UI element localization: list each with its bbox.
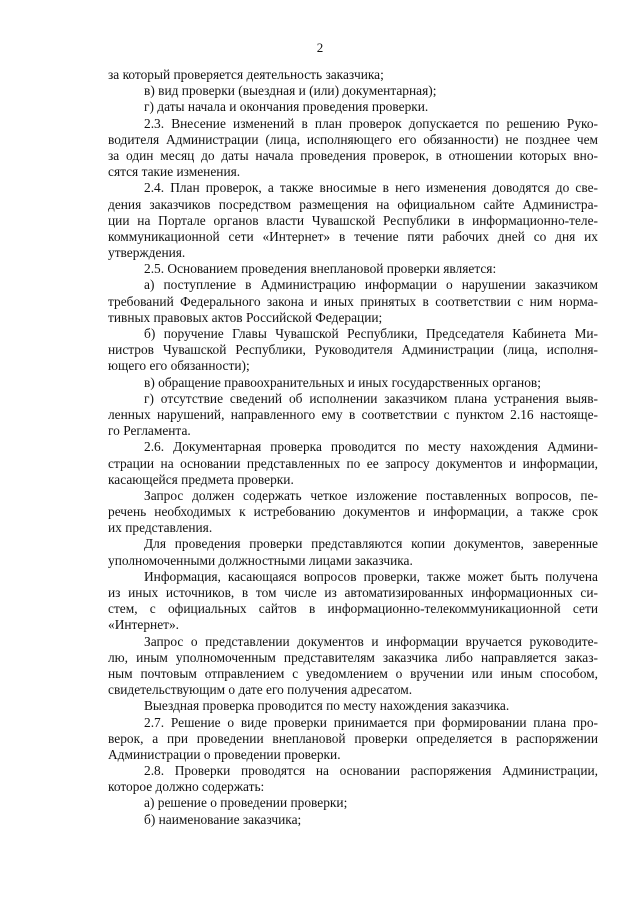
text-line: Информация, касающаяся вопросов проверки, также может быть получена	[144, 568, 598, 584]
text-line: ным почтовым отправлением с уведомлением о вручении или иным способом,	[108, 665, 598, 681]
text-line: Запрос о представлении документов и информации вручается руководите-	[144, 633, 598, 649]
text-line: го Регламента.	[108, 423, 191, 439]
document-body	[108, 67, 598, 828]
text-line: требований Федерального закона и иных принятых в соответствии с ним норма-	[108, 293, 598, 309]
text-line: г) даты начала и окончания проведения проверки.	[144, 99, 429, 115]
text-line: речень необходимых к истребованию документов и информации, а также срок	[108, 504, 598, 520]
text-line: верок, а при проведении внеплановой проверки определяется в распоряжении	[108, 730, 598, 746]
text-line: за который проверяется деятельность заказчика;	[108, 67, 384, 82]
text-line: г) отсутствие сведений об исполнении заказчиком плана устранения выяв-	[144, 390, 598, 406]
text-line: страции на основании представленных по ее запросу документов и информации,	[108, 455, 598, 471]
text-line: которое должно содержать:	[108, 779, 265, 795]
text-line: коммуникационной сети «Интернет» в течение пяти рабочих дней со дня их	[108, 228, 598, 244]
text-line: водителя Администрации (лица, исполняющего его обязанности) не позднее чем	[108, 131, 598, 147]
text-line: стем, с официальных сайтов в информационно-телекоммуникационной сети	[108, 601, 598, 617]
text-line: нистров Чувашской Республики, Руководителя Администрации (лица, исполня-	[108, 342, 598, 358]
text-line: 2.5. Основанием проведения внеплановой проверки является:	[144, 261, 497, 277]
text-line: в) обращение правоохранительных и иных государственных органов;	[144, 374, 541, 390]
text-line: уполномоченными должностными лицами заказчика.	[108, 552, 413, 568]
text-line: Выездная проверка проводится по месту нахождения заказчика.	[144, 698, 510, 714]
text-line: ции на Портале органов власти Чувашской Республики в информационно-теле-	[108, 212, 598, 228]
text-line: сятся такие изменения.	[108, 164, 241, 180]
text-line: 2.8. Проверки проводятся на основании распоряжения Администрации,	[144, 763, 598, 779]
text-line: лю, иным уполномоченным представителям заказчика либо направляется заказ-	[108, 649, 598, 665]
text-line: ющего его обязанности);	[108, 358, 250, 374]
text-line: в) вид проверки (выездная и (или) документарная);	[144, 83, 437, 99]
page-number: 2	[316, 40, 324, 55]
text-line: Для проведения проверки представляются копии документов, заверенные	[144, 536, 598, 552]
text-line: а) поступление в Администрацию информации о нарушении заказчиком	[144, 277, 598, 293]
text-line: тивных правовых актов Российской Федерации;	[108, 309, 383, 325]
text-line: «Интернет».	[108, 617, 180, 633]
text-line: 2.6. Документарная проверка проводится по месту нахождения Админи-	[144, 439, 598, 455]
text-line: Запрос должен содержать четкое изложение поставленных вопросов, пе-	[144, 487, 598, 503]
text-line: их представления.	[108, 520, 213, 536]
text-line: 2.4. План проверок, а также вносимые в него изменения доводятся до све-	[144, 180, 598, 196]
text-line: б) наименование заказчика;	[144, 811, 302, 827]
text-line: утверждения.	[108, 245, 186, 261]
text-line: 2.7. Решение о виде проверки принимается при формировании плана про-	[144, 714, 598, 730]
text-line: 2.3. Внесение изменений в план проверок допускается по решению Руко-	[144, 115, 598, 131]
text-line: свидетельствующим о дате его получения адресатом.	[108, 682, 413, 698]
text-line: б) поручение Главы Чувашской Республики, Председателя Кабинета Ми-	[144, 326, 598, 341]
text-line: ленных нарушений, направленного ему в соответствии с пунктом 2.16 настояще-	[108, 406, 598, 422]
text-line: а) решение о проведении проверки;	[144, 795, 348, 811]
text-line: дения заказчиков посредством размещения на официальном сайте Администра-	[108, 196, 598, 212]
text-line: касающейся предмета проверки.	[108, 471, 294, 487]
text-line: за один месяц до даты начала проведения проверок, в отношении которых вно-	[108, 147, 598, 163]
text-line: из иных источников, в том числе из автоматизированных информационных си-	[108, 585, 598, 600]
text-line: Администрации о проведении проверки.	[108, 746, 341, 762]
